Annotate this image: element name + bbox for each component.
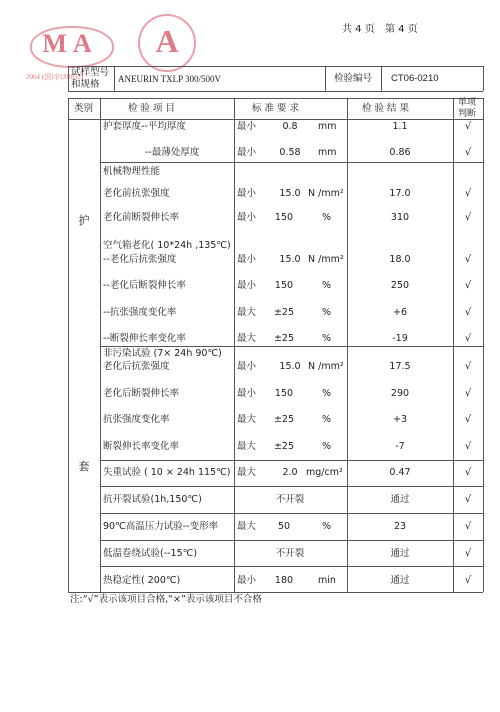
col-judge-1: 单项 bbox=[458, 98, 477, 108]
result-value: 1.1 bbox=[392, 121, 408, 132]
cal-seal-text: A bbox=[155, 23, 179, 59]
std-value: 2.0 bbox=[282, 467, 298, 478]
std-value: ±25 bbox=[273, 307, 295, 318]
report-label: 检验编号 bbox=[334, 73, 373, 84]
sample-label-2: 和规格 bbox=[71, 79, 100, 90]
item-name: 抗张强度变化率 bbox=[103, 414, 170, 425]
sample-label: 试样型号 bbox=[71, 67, 110, 78]
std-unit: mg/cm² bbox=[306, 467, 343, 478]
std-unit: N /mm² bbox=[308, 254, 344, 265]
judge-mark: √ bbox=[464, 254, 472, 265]
std-condition: 最小 bbox=[237, 121, 257, 132]
std-value: 15.0 bbox=[279, 188, 301, 199]
std-value: 50 bbox=[277, 521, 291, 532]
result-value: 18.0 bbox=[389, 254, 411, 265]
std-value: 15.0 bbox=[279, 254, 301, 265]
result-value: 0.86 bbox=[389, 147, 411, 158]
std-condition: 最小 bbox=[237, 254, 257, 265]
std-condition: 最小 bbox=[237, 212, 257, 223]
item-name: --老化后断裂伸长率 bbox=[103, 280, 186, 291]
result-value: 0.47 bbox=[389, 467, 411, 478]
std-condition: 最小 bbox=[237, 575, 257, 586]
cma-seal bbox=[30, 22, 110, 70]
sample-value: ANEURIN TXLP 300/500V bbox=[118, 74, 221, 84]
result-value: 17.0 bbox=[389, 188, 411, 199]
result-value: 310 bbox=[390, 212, 410, 223]
std-value: 150 bbox=[274, 212, 294, 223]
item-name: 抗开裂试验(1h,150℃) bbox=[103, 494, 202, 505]
result-value: 通过 bbox=[390, 548, 410, 559]
item-name: 断裂伸长率变化率 bbox=[103, 441, 180, 452]
item-name: 老化后断裂伸长率 bbox=[103, 388, 180, 399]
std-unit: % bbox=[322, 212, 332, 223]
std-unit: N /mm² bbox=[308, 361, 344, 372]
std-condition: 最小 bbox=[237, 361, 257, 372]
report-value: CT06-0210 bbox=[391, 73, 439, 84]
judge-mark: √ bbox=[464, 212, 472, 223]
std-unit: % bbox=[322, 441, 332, 452]
judge-mark: √ bbox=[464, 307, 472, 318]
std-condition: 最大 bbox=[237, 441, 257, 452]
result-value: +3 bbox=[392, 414, 407, 425]
cal-seal bbox=[138, 14, 196, 72]
col-category: 类别 bbox=[74, 103, 94, 114]
item-name: 失重试验 ( 10 × 24h 115℃) bbox=[103, 467, 231, 478]
page-current: 第 4 页 bbox=[385, 24, 418, 35]
result-value: 17.5 bbox=[389, 361, 411, 372]
judge-mark: √ bbox=[464, 361, 472, 372]
std-unit: % bbox=[322, 388, 332, 399]
std-unit: mm bbox=[318, 147, 337, 158]
judge-mark: √ bbox=[464, 147, 472, 158]
result-value: 通过 bbox=[390, 575, 410, 586]
std-condition: 最大 bbox=[237, 414, 257, 425]
std-unit: min bbox=[318, 575, 336, 586]
category-label-2: 套 bbox=[78, 460, 90, 473]
result-value: 通过 bbox=[390, 494, 410, 505]
item-name: 护套厚度--平均厚度 bbox=[103, 121, 186, 132]
col-standard: 标 准 要 求 bbox=[252, 103, 300, 114]
std-unit: % bbox=[322, 280, 332, 291]
std-unit: mm bbox=[318, 121, 337, 132]
std-condition: 最大 bbox=[237, 307, 257, 318]
std-unit: % bbox=[322, 414, 332, 425]
item-name: 90℃高温压力试验--变形率 bbox=[103, 521, 219, 532]
std-condition: 最大 bbox=[237, 333, 257, 344]
std-value: 0.8 bbox=[282, 121, 298, 132]
category-label-1: 护 bbox=[78, 214, 90, 227]
judge-mark: √ bbox=[464, 121, 472, 132]
col-item: 检 验 项 目 bbox=[128, 103, 176, 114]
std-unit: % bbox=[322, 333, 332, 344]
judge-mark: √ bbox=[464, 441, 472, 452]
result-value: +6 bbox=[392, 307, 407, 318]
group-heading: 空气箱老化( 10*24h ,135℃) bbox=[103, 240, 231, 251]
std-condition: 最小 bbox=[237, 188, 257, 199]
std-condition: 最大 bbox=[237, 521, 257, 532]
std-text: 不开裂 bbox=[275, 494, 305, 505]
std-value: ±25 bbox=[273, 414, 295, 425]
std-condition: 最小 bbox=[237, 280, 257, 291]
group-heading: 非污染试验 (7× 24h 90℃) bbox=[103, 348, 222, 359]
judge-mark: √ bbox=[464, 414, 472, 425]
judge-mark: √ bbox=[464, 188, 472, 199]
judge-mark: √ bbox=[464, 467, 472, 478]
judge-mark: √ bbox=[464, 548, 472, 559]
judge-mark: √ bbox=[464, 521, 472, 532]
item-name: 热稳定性( 200℃) bbox=[103, 575, 181, 586]
std-unit: % bbox=[322, 521, 332, 532]
judge-mark: √ bbox=[464, 280, 472, 291]
result-value: 290 bbox=[390, 388, 410, 399]
std-value: 180 bbox=[274, 575, 294, 586]
std-condition: 最大 bbox=[237, 467, 257, 478]
judge-mark: √ bbox=[464, 494, 472, 505]
item-name: --抗张强度变化率 bbox=[103, 307, 177, 318]
result-value: -7 bbox=[395, 441, 405, 452]
std-value: ±25 bbox=[273, 441, 295, 452]
item-name: 老化前抗张强度 bbox=[103, 188, 170, 199]
cma-seal-text: MA bbox=[42, 29, 98, 58]
std-condition: 最小 bbox=[237, 147, 257, 158]
std-text: 不开裂 bbox=[275, 548, 305, 559]
std-value: ±25 bbox=[273, 333, 295, 344]
judge-mark: √ bbox=[464, 333, 472, 344]
std-value: 150 bbox=[274, 280, 294, 291]
item-name: --老化后抗张强度 bbox=[103, 254, 177, 265]
seal-caption: 2004 (国)字(Z0032) bbox=[26, 73, 84, 81]
item-name: 老化前断裂伸长率 bbox=[103, 212, 180, 223]
result-value: 23 bbox=[393, 521, 407, 532]
result-value: 250 bbox=[390, 280, 410, 291]
judge-mark: √ bbox=[464, 388, 472, 399]
std-condition: 最小 bbox=[237, 388, 257, 399]
col-result: 检 验 结 果 bbox=[362, 103, 410, 114]
judge-mark: √ bbox=[464, 575, 472, 586]
group-heading: 机械物理性能 bbox=[103, 166, 161, 177]
std-value: 15.0 bbox=[279, 361, 301, 372]
item-name: --最薄处厚度 bbox=[145, 147, 200, 158]
page-total: 共 4 页 bbox=[342, 24, 375, 35]
result-value: -19 bbox=[392, 333, 408, 344]
std-unit: N /mm² bbox=[308, 188, 344, 199]
std-value: 150 bbox=[274, 388, 294, 399]
col-judge-2: 判断 bbox=[458, 109, 477, 119]
item-name: 低温卷绕试验(--15℃) bbox=[103, 548, 198, 559]
std-unit: % bbox=[322, 307, 332, 318]
std-value: 0.58 bbox=[279, 147, 301, 158]
item-name: 老化后抗张强度 bbox=[103, 361, 170, 372]
footnote: 注:“√”表示该项目合格,“×”表示该项目不合格 bbox=[70, 594, 262, 605]
item-name: --断裂伸长率变化率 bbox=[103, 333, 186, 344]
